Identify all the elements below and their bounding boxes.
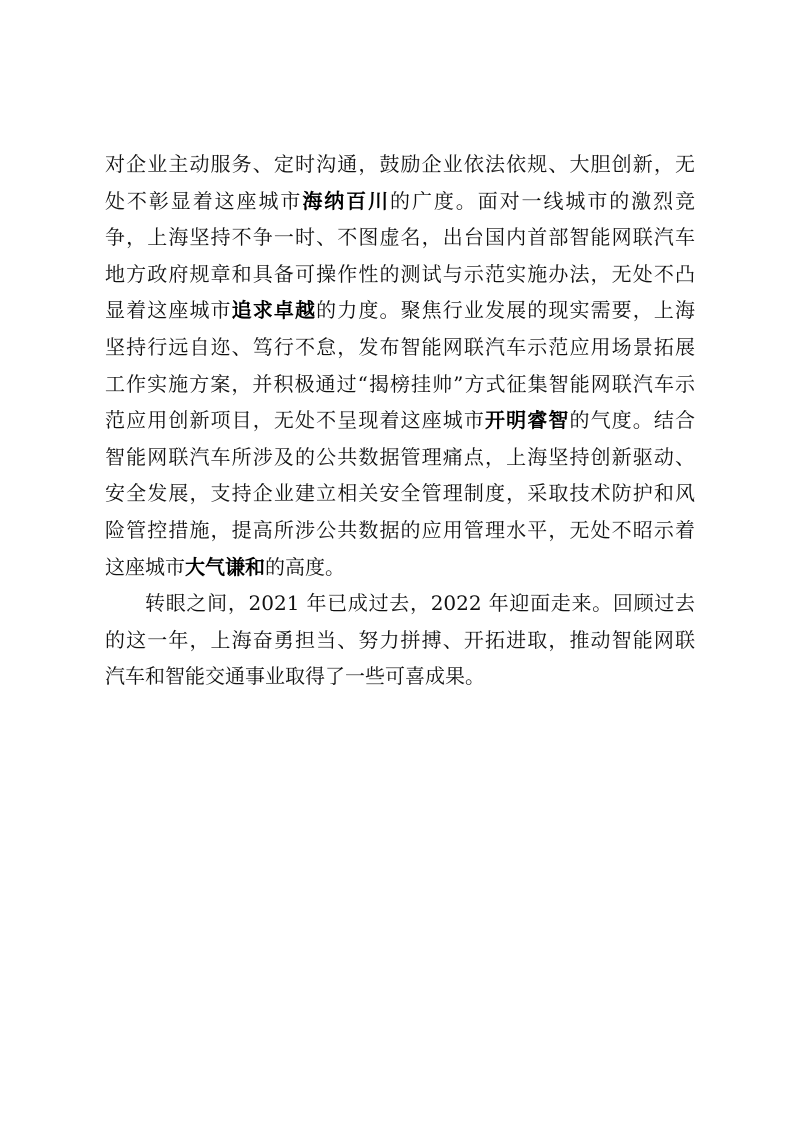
text-run: 对企业主动服务、定时沟通，鼓励企业依法依规、大胆创新，无 [105, 152, 695, 176]
text-line [105, 366, 695, 403]
emphasized-phrase: 开明睿智 [485, 408, 570, 433]
text-run: 的气度。结合 [569, 408, 695, 433]
text-line [105, 658, 695, 695]
text-run: 险管控措施，提高所涉公共数据的应用管理水平，无处不昭示着 [105, 517, 695, 542]
text-line [105, 512, 695, 549]
text-run: 安全发展，支持企业建立相关安全管理制度，采取技术防护和风 [105, 481, 695, 506]
text-run: 智能网联汽车所涉及的公共数据管理痛点，上海坚持创新驱动、 [105, 444, 695, 469]
text-line [105, 475, 695, 512]
text-run: 争，上海坚持不争一时、不图虚名，出台国内首部智能网联汽车 [105, 225, 695, 250]
text-run: 工作实施方案，并积极通过“揭榜挂帅”方式征集智能网联汽车示 [105, 371, 695, 396]
body-text [105, 146, 695, 695]
text-run: 的这一年，上海奋勇担当、努力拼搏、开拓进取，推动智能网联 [105, 627, 695, 652]
text-run: 显着这座城市 [105, 298, 232, 323]
text-line [105, 183, 695, 220]
paragraph-1 [105, 146, 695, 585]
text-line [105, 622, 695, 659]
text-line [105, 256, 695, 293]
text-run: 的力度。聚焦行业发展的现实需要，上海 [316, 298, 695, 323]
emphasized-phrase: 大气谦和 [185, 554, 265, 579]
text-line [105, 329, 695, 366]
text-run: 的广度。面对一线城市的激烈竞 [390, 188, 695, 213]
text-run: 汽车和智能交通事业取得了一些可喜成果。 [105, 664, 485, 689]
text-run: 处不彰显着这座城市 [105, 188, 303, 213]
text-run: 地方政府规章和具备可操作性的测试与示范实施办法，无处不凸 [105, 261, 695, 286]
emphasized-phrase: 追求卓越 [231, 298, 317, 323]
text-run: 这座城市 [105, 554, 185, 579]
text-line [105, 402, 695, 439]
text-run: 范应用创新项目，无处不呈现着这座城市 [105, 408, 485, 433]
text-line [105, 292, 695, 329]
text-line [105, 549, 695, 586]
text-run: 的高度。 [265, 554, 345, 579]
text-line [105, 439, 695, 476]
text-run: 转眼之间，2021 年已成过去，2022 年迎面走来。回顾过去 [145, 591, 695, 616]
text-run: 坚持行远自迩、笃行不怠，发布智能网联汽车示范应用场景拓展 [105, 334, 695, 359]
paragraph-2 [105, 585, 695, 695]
emphasized-phrase: 海纳百川 [302, 188, 391, 213]
text-line [105, 219, 695, 256]
text-line [105, 585, 695, 622]
text-line [105, 146, 695, 183]
